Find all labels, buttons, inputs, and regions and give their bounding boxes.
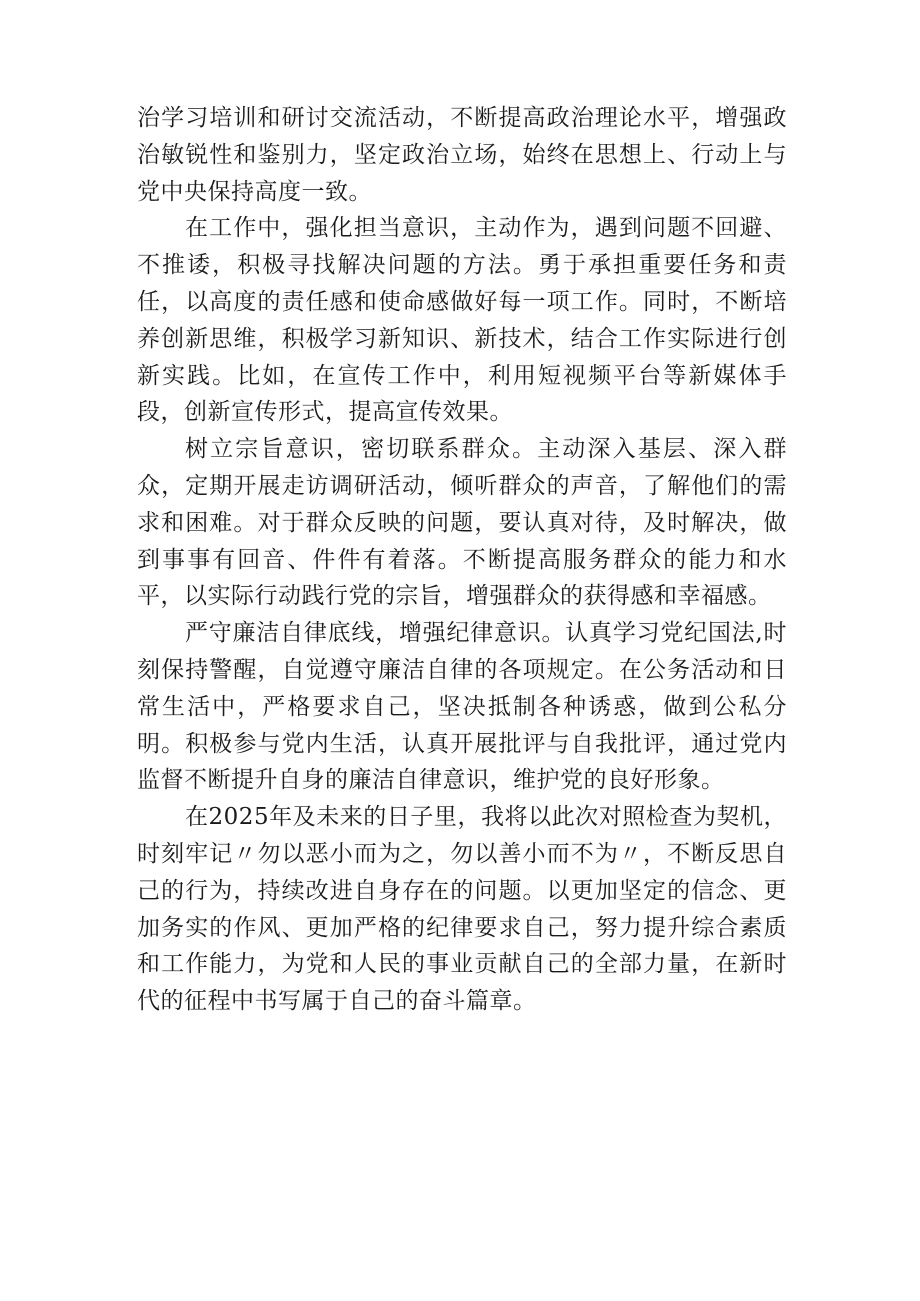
paragraph-3: 树立宗旨意识，密切联系群众。主动深入基层、深入群众，定期开展走访调研活动，倾听群众的声音，了解他们的需求和困难。对于群众反映的问题，要认真对待，及时解决，做到事事有回音、件件有着落。不断提高服务群众的能力和水平，以实际行动践行党的宗旨，增强群众的获得感和幸福感。: [137, 436, 787, 610]
paragraph-4: 严守廉洁自律底线，增强纪律意识。认真学习党纪国法,时刻保持警醒，自觉遵守廉洁自律的各项规定。在公务活动和日常生活中，严格要求自己，坚决抵制各种诱惑，做到公私分明。积极参与党内生活，认真开展批评与自我批评，通过党内监督不断提升自身的廉洁自律意识，维护党的良好形象。: [137, 620, 787, 794]
paragraph-1: 治学习培训和研讨交流活动，不断提高政治理论水平，增强政治敏锐性和鉴别力，坚定政治立场，始终在思想上、行动上与党中央保持高度一致。: [137, 105, 787, 205]
paragraph-5: 在2025年及未来的日子里，我将以此次对照检查为契机，时刻牢记〃勿以恶小而为之，勿以善小而不为〃，不断反思自己的行为，持续改进自身存在的问题。以更加坚定的信念、更加务实的作风、更加严格的纪律要求自己，努力提升综合素质和工作能力，为党和人民的事业贡献自己的全部力量，在新时代的征程中书写属于自己的奋斗篇章。: [137, 804, 787, 1015]
paragraph-2: 在工作中，强化担当意识，主动作为，遇到问题不回避、不推诿，积极寻找解决问题的方法。勇于承担重要任务和责任，以高度的责任感和使命感做好每一项工作。同时，不断培养创新思维，积极学习新知识、新技术，结合工作实际进行创新实践。比如，在宣传工作中，利用短视频平台等新媒体手段，创新宣传形式，提高宣传效果。: [137, 215, 787, 426]
document-body: [137, 100, 787, 1020]
